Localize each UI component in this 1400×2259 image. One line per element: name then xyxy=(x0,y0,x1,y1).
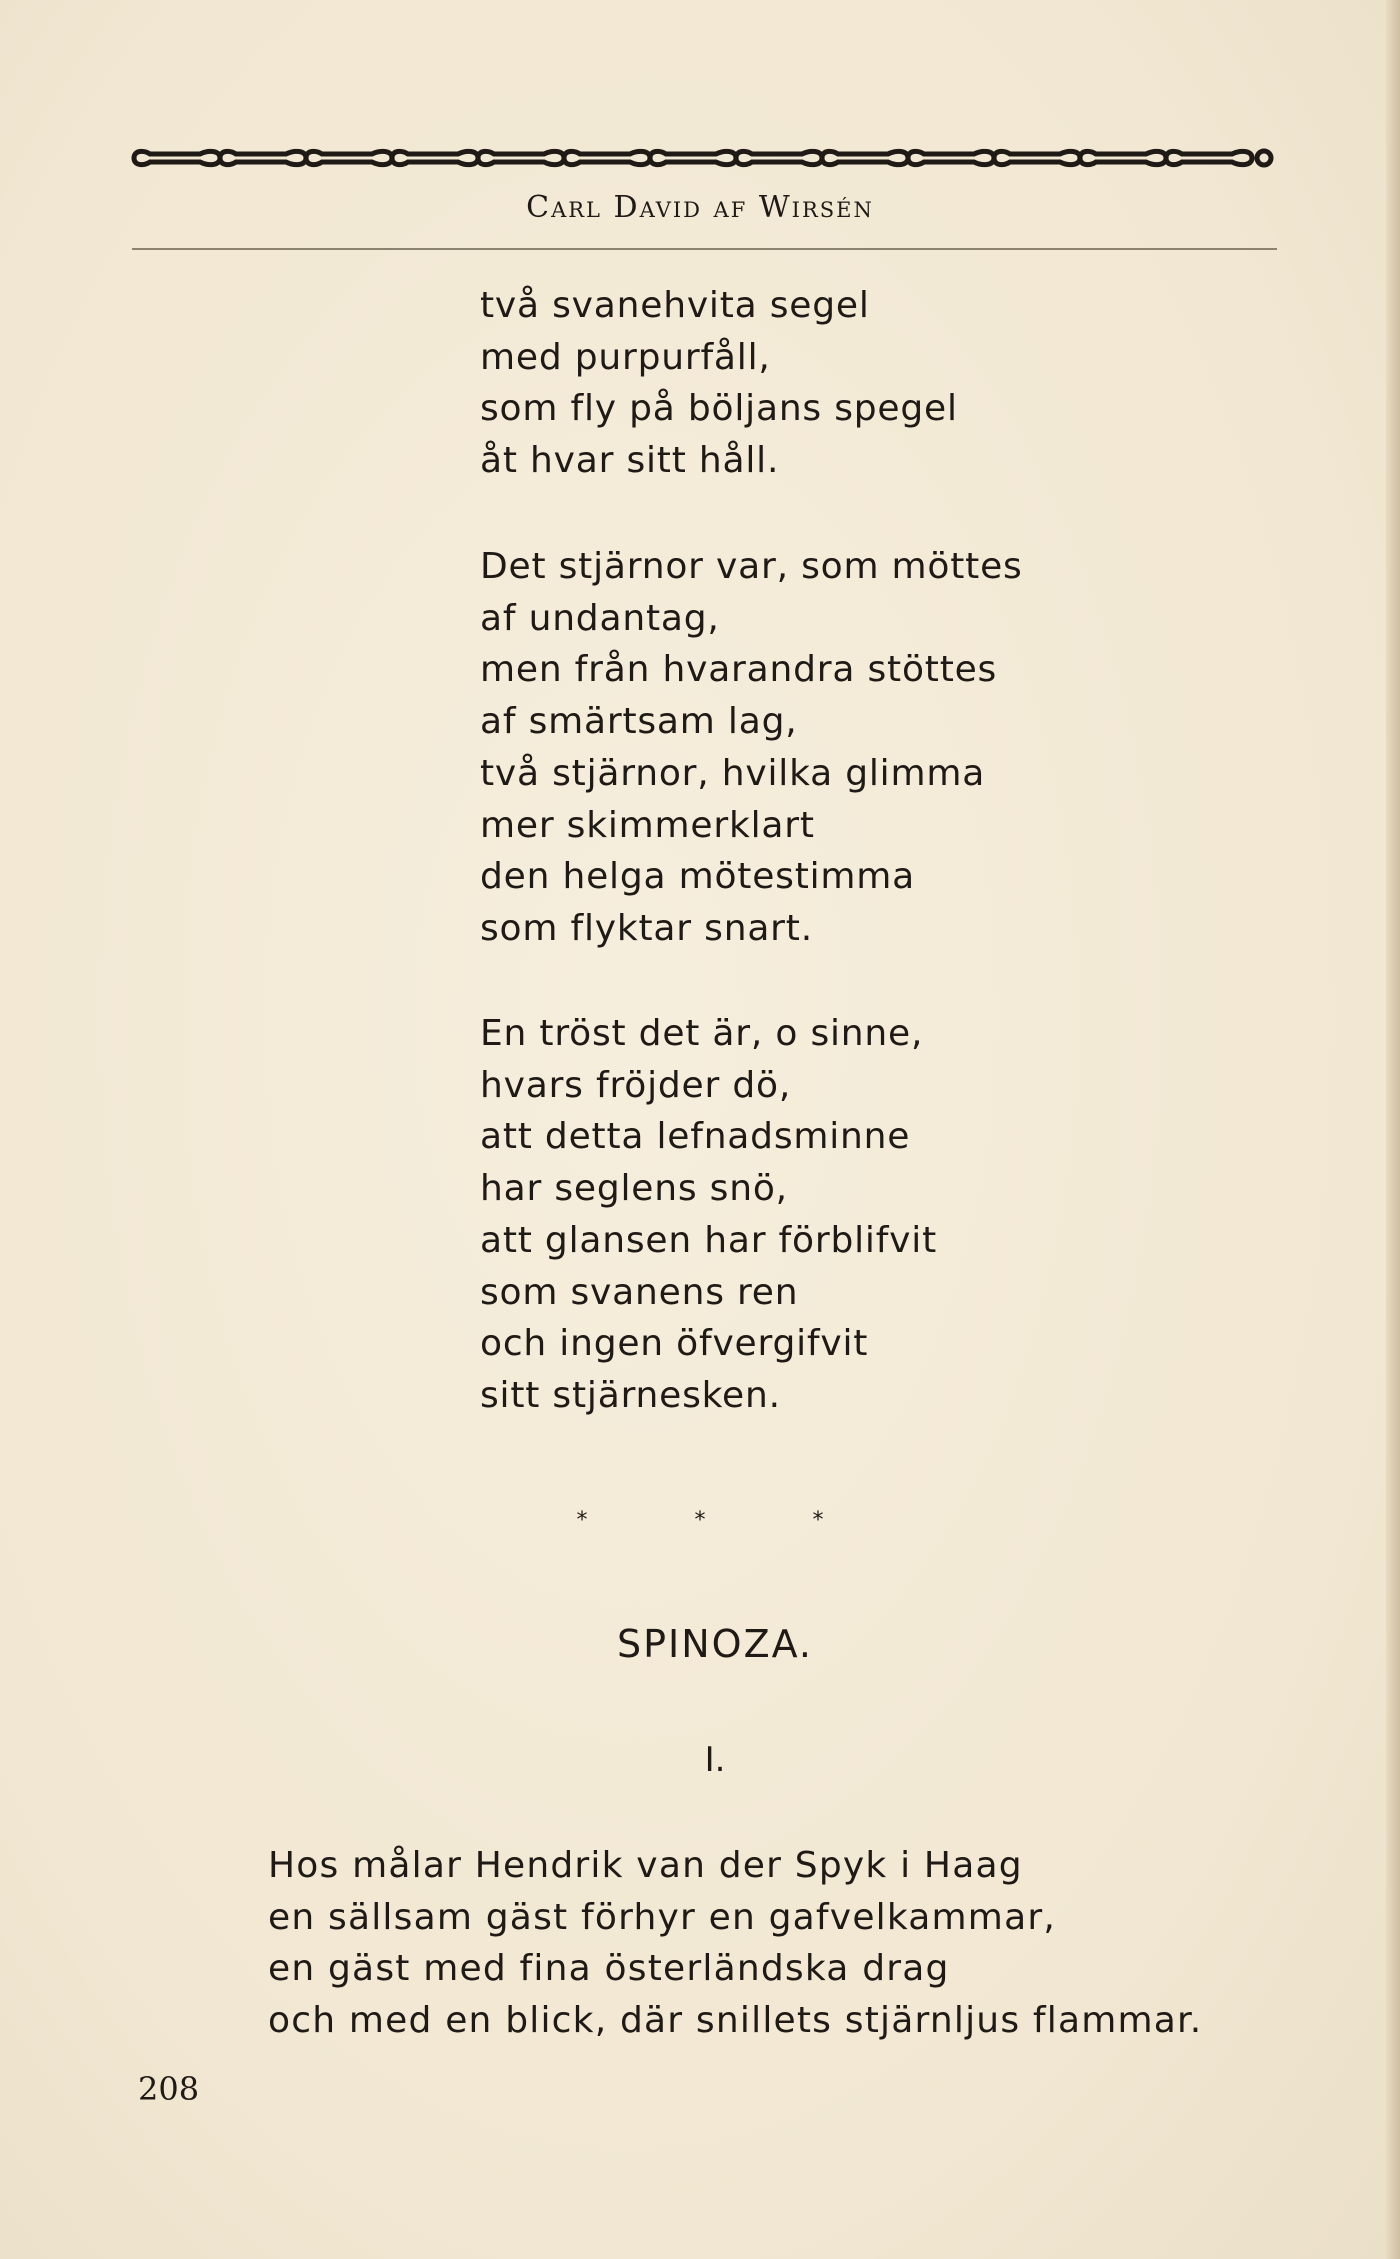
verse-line: Det stjärnor var, som möttes xyxy=(480,546,1023,587)
verse-line: af smärtsam lag, xyxy=(480,701,798,743)
verse-line: och ingen öfvergifvit xyxy=(480,1323,869,1365)
poem-title: SPINOZA. xyxy=(616,1622,814,1666)
header-rule xyxy=(132,248,1277,250)
opening-stanza xyxy=(268,1840,1202,2047)
verse-line: har seglens snö, xyxy=(480,1168,788,1210)
verse-line: en gäst med fina österländska drag xyxy=(268,1948,950,1990)
verse-line: med purpurfåll, xyxy=(480,336,771,378)
verse-line: två stjärnor, hvilka glimma xyxy=(480,752,986,794)
page-edge xyxy=(1386,0,1400,2259)
verse-line: den helga mötestimma xyxy=(480,856,916,898)
verse-line: en sällsam gäst förhyr en gafvelkammar, xyxy=(268,1896,1056,1938)
verse-line: och med en blick, där snillets stjärnljus flammar. xyxy=(268,2000,1203,2042)
verse-line: som flyktar snart. xyxy=(480,907,813,949)
stanza-3 xyxy=(480,1008,937,1422)
stanza-1 xyxy=(480,280,958,487)
page-number: 208 xyxy=(138,2070,200,2108)
verse-line: Hos målar Hendrik van der Spyk i Haag xyxy=(268,1845,1023,1886)
running-head: Carl David af Wirsén xyxy=(526,190,874,225)
chain-ornament xyxy=(128,146,1278,170)
section-separator: * * * xyxy=(576,1508,874,1533)
stanza-2 xyxy=(480,541,1023,955)
verse-line: två svanehvita segel xyxy=(480,285,870,326)
verse-line: att glansen har förblifvit xyxy=(480,1219,938,1261)
verse-line: mer skimmerklart xyxy=(480,804,815,846)
verse-line: men från hvarandra stöttes xyxy=(480,649,998,691)
verse-line: som fly på böljans spegel xyxy=(480,388,958,430)
verse-line: hvars fröjder dö, xyxy=(480,1064,792,1106)
section-number: I. xyxy=(704,1740,726,1780)
verse-line: åt hvar sitt håll. xyxy=(480,440,780,482)
verse-line: att detta lefnadsminne xyxy=(480,1116,911,1158)
verse-line: En tröst det är, o sinne, xyxy=(480,1013,924,1054)
verse-line: som svanens ren xyxy=(480,1271,799,1313)
verse-line: sitt stjärnesken. xyxy=(480,1374,781,1416)
verse-line: af undantag, xyxy=(480,597,720,639)
